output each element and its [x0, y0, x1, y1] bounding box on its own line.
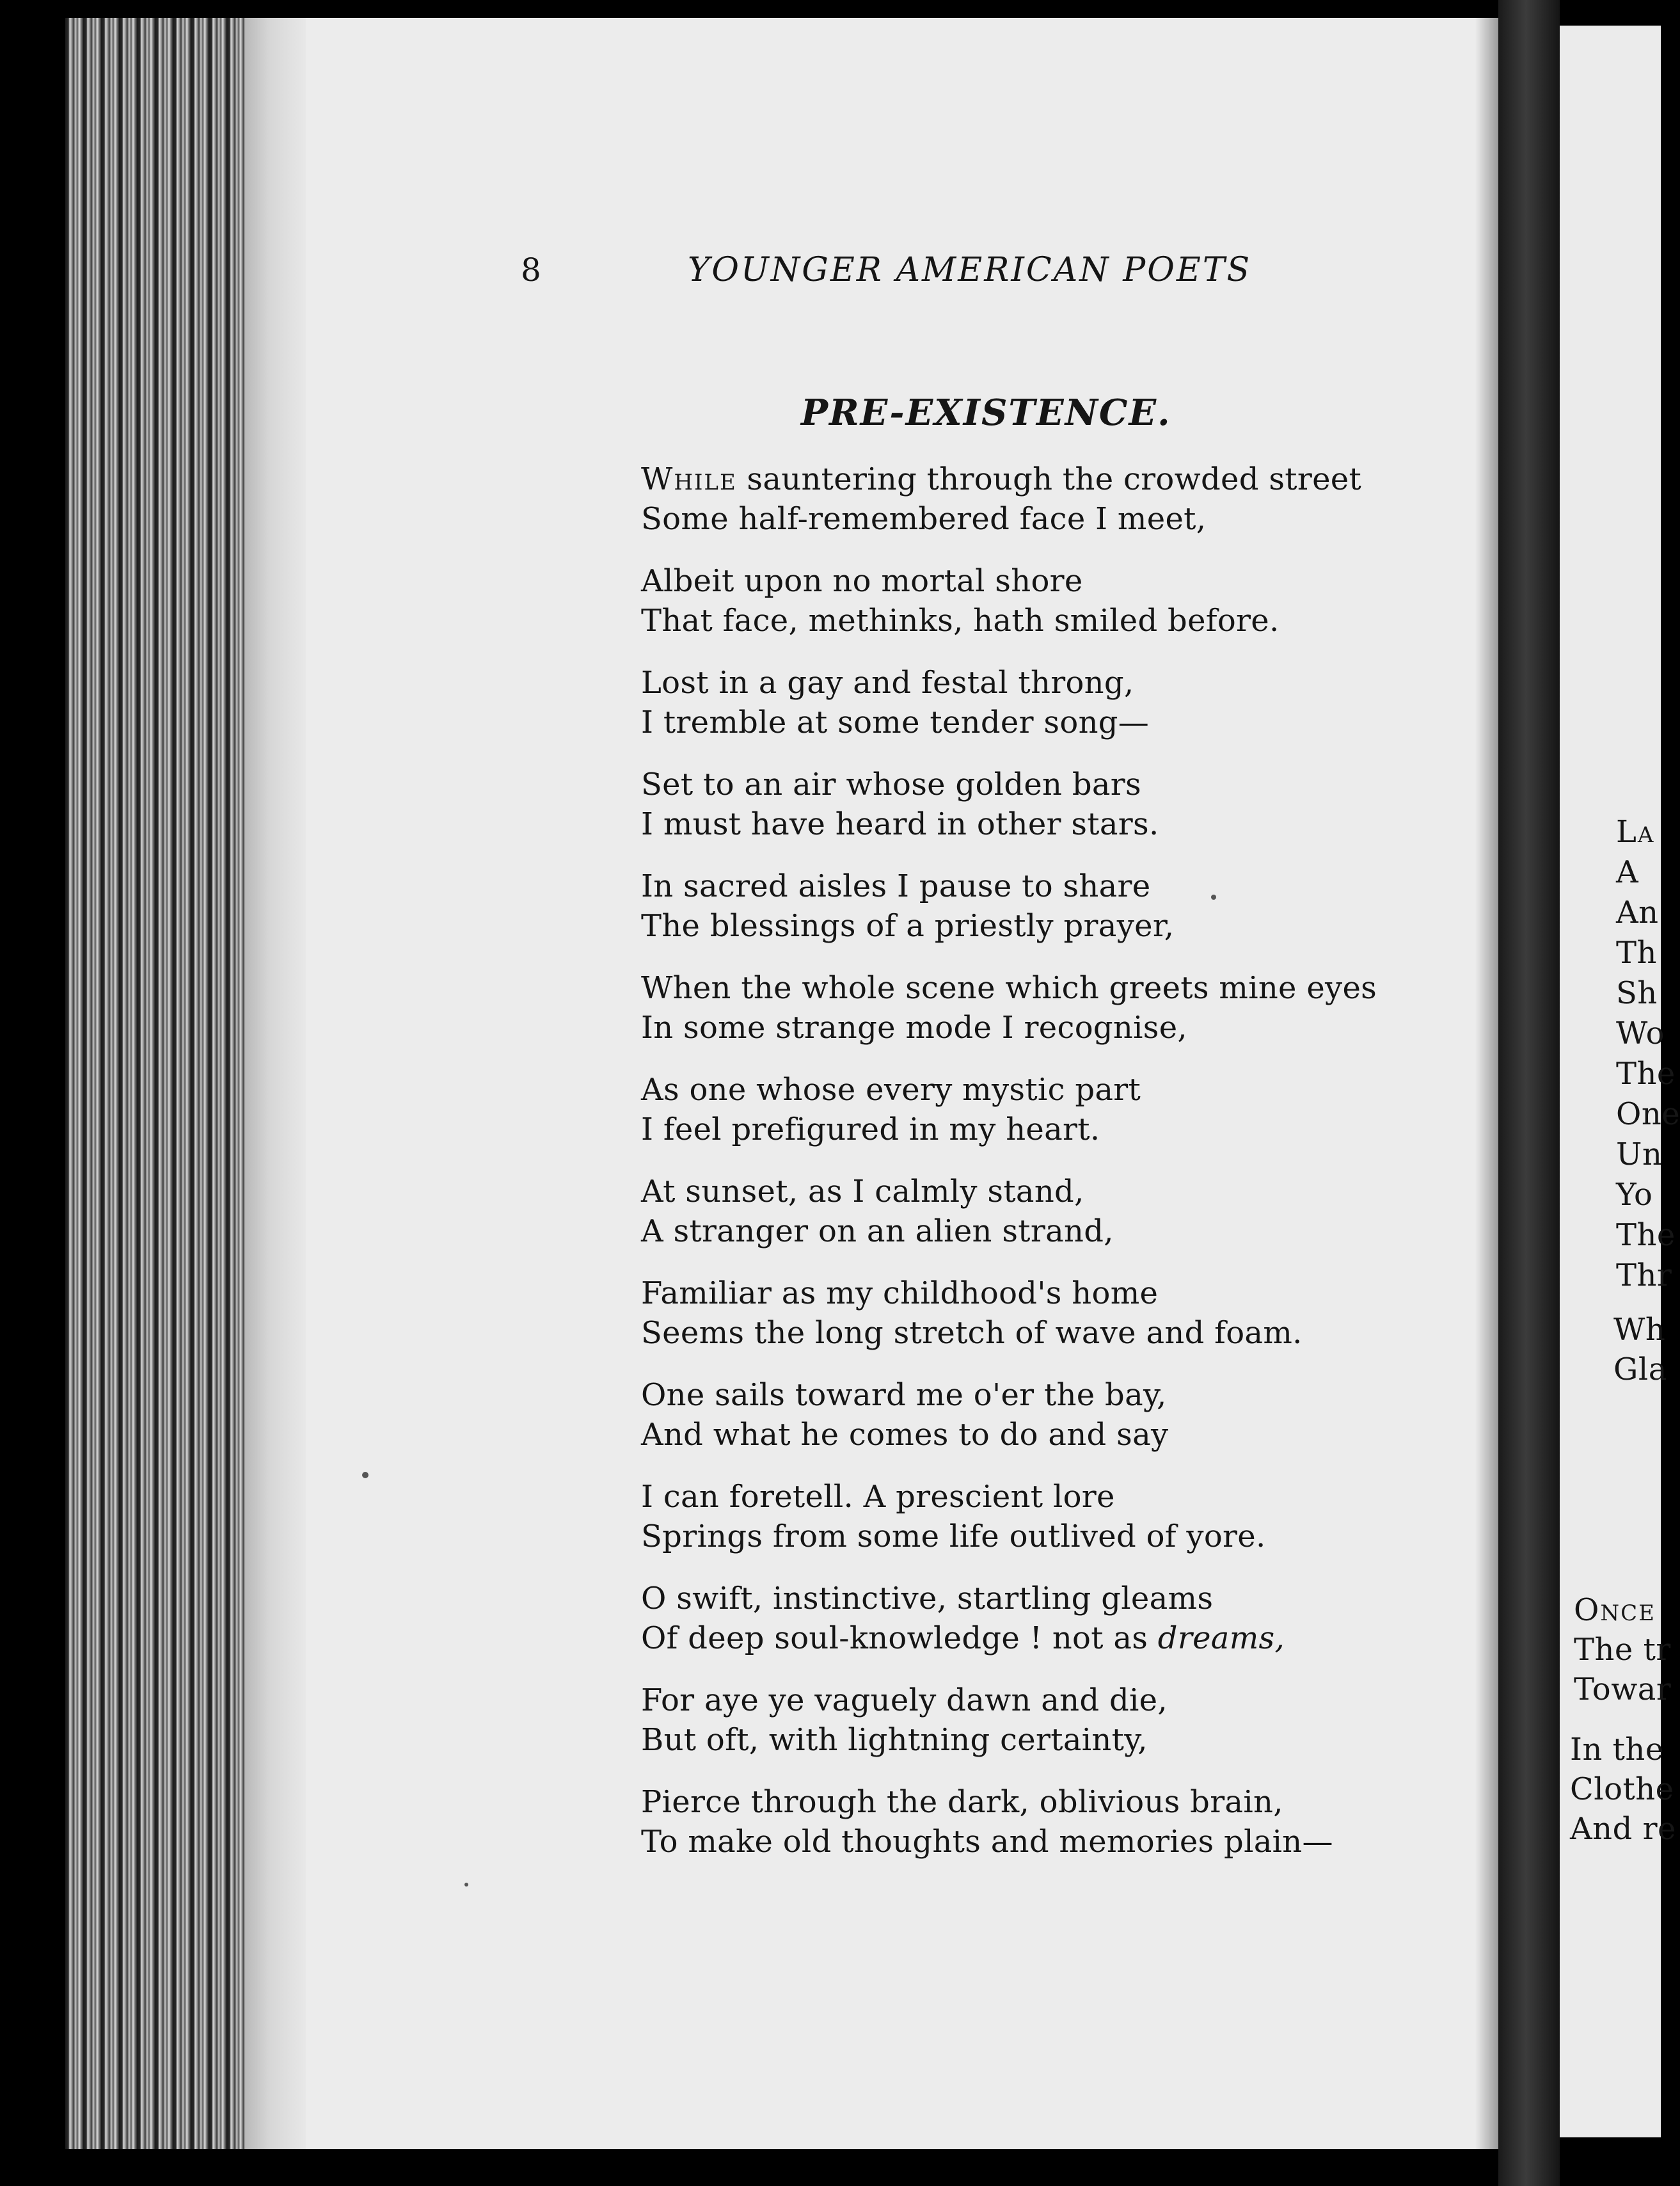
gutter-shadow	[1475, 18, 1498, 2149]
poem-line: But oft, with lightning certainty,	[641, 1722, 1148, 1758]
poem-line: In sacred aisles I pause to share	[641, 868, 1151, 904]
poem-line: A stranger on an alien strand,	[641, 1213, 1114, 1249]
poem-line: When the whole scene which greets mine eyes	[641, 970, 1377, 1006]
right-page-fragment: Thr	[1616, 1257, 1672, 1293]
poem-line: Seems the long stretch of wave and foam.	[641, 1315, 1303, 1351]
stanza	[641, 1273, 1460, 1353]
poem-line: One sails toward me o'er the bay,	[641, 1377, 1167, 1413]
poem-line: That face, methinks, hath smiled before.	[641, 603, 1280, 639]
right-page-fragment: The tr	[1574, 1632, 1671, 1668]
right-page-fragment: An	[1616, 895, 1659, 930]
stanza	[641, 1172, 1460, 1251]
poem-line: Lost in a gay and festal throng,	[641, 665, 1134, 701]
right-page-fragment: Yo	[1616, 1177, 1653, 1213]
right-page-fragment: Clothe	[1570, 1771, 1674, 1807]
stanza	[641, 459, 1460, 539]
page-edges	[65, 18, 244, 2149]
poem-line: Springs from some life outlived of yore.	[641, 1519, 1266, 1554]
poem-line: Familiar as my childhood's home	[641, 1275, 1159, 1311]
page-edge-shade	[244, 18, 306, 2149]
poem-body	[641, 459, 1460, 1884]
book-spine	[1498, 0, 1560, 2186]
right-page-fragment: Towar	[1574, 1671, 1672, 1707]
poem-line: I feel prefigured in my heart.	[641, 1112, 1100, 1147]
poem-title: PRE-EXISTENCE.	[801, 392, 1171, 434]
stanza	[641, 561, 1460, 641]
right-page-fragment: Sh	[1616, 975, 1658, 1011]
poem-line: For aye ye vaguely dawn and die,	[641, 1682, 1168, 1718]
right-page-fragment: One	[1616, 1096, 1680, 1132]
running-head: YOUNGER AMERICAN POETS	[688, 251, 1252, 289]
poem-line: And what he comes to do and say	[641, 1417, 1169, 1453]
paper-speck	[464, 1883, 468, 1887]
page-number: 8	[521, 251, 541, 289]
right-page-fragment: Th	[1616, 935, 1657, 971]
right-page-fragment: La	[1616, 814, 1655, 850]
poem-line: At sunset, as I calmly stand,	[641, 1174, 1084, 1209]
poem-line: As one whose every mystic part	[641, 1072, 1141, 1108]
line-text: Of deep soul-knowledge ! not as	[641, 1620, 1148, 1656]
poem-line: Some half-remembered face I meet,	[641, 501, 1207, 537]
right-page-fragment: A	[1616, 854, 1639, 890]
right-page-fragment: The	[1616, 1056, 1676, 1092]
stanza	[641, 663, 1460, 742]
poem-line: I must have heard in other stars.	[641, 806, 1159, 842]
poem-line: I can foretell. A prescient lore	[641, 1479, 1115, 1515]
stanza	[641, 765, 1460, 844]
poem-line: O swift, instinctive, startling gleams	[641, 1581, 1214, 1616]
right-page-fragment: Wh	[1613, 1312, 1666, 1348]
right-page-fragment: And re	[1570, 1811, 1676, 1847]
poem-line: Albeit upon no mortal shore	[641, 563, 1083, 599]
italic-word: dreams,	[1157, 1620, 1285, 1656]
stanza	[641, 1375, 1460, 1455]
stanza	[641, 1070, 1460, 1149]
poem-line: Pierce through the dark, oblivious brain,	[641, 1784, 1283, 1820]
right-page-fragment: Once	[1574, 1592, 1656, 1628]
right-page-fragment: The	[1616, 1217, 1676, 1253]
poem-line: I tremble at some tender song—	[641, 705, 1150, 740]
line-text: sauntering through the crowded street	[747, 461, 1362, 497]
stanza	[641, 1477, 1460, 1556]
poem-line: To make old thoughts and memories plain—	[641, 1824, 1333, 1860]
stanza	[641, 1579, 1460, 1658]
first-word: While	[641, 461, 737, 497]
poem-line: The blessings of a priestly prayer,	[641, 908, 1175, 944]
poem-line	[641, 1618, 1460, 1658]
poem-line	[641, 459, 1460, 499]
right-page-fragment: Un	[1616, 1137, 1663, 1172]
stanza	[641, 1782, 1460, 1862]
right-page-fragment: Gla	[1613, 1352, 1667, 1387]
stanza	[641, 866, 1460, 946]
paper-speck	[362, 1472, 368, 1478]
right-page	[1560, 26, 1680, 2137]
stanza	[641, 1680, 1460, 1760]
right-page-fragment: Wo	[1616, 1016, 1665, 1051]
poem-line: In some strange mode I recognise,	[641, 1010, 1187, 1046]
right-page-fragment: In the	[1570, 1732, 1664, 1767]
stanza	[641, 968, 1460, 1048]
paper-speck	[1211, 895, 1216, 900]
poem-line: Set to an air whose golden bars	[641, 767, 1141, 802]
